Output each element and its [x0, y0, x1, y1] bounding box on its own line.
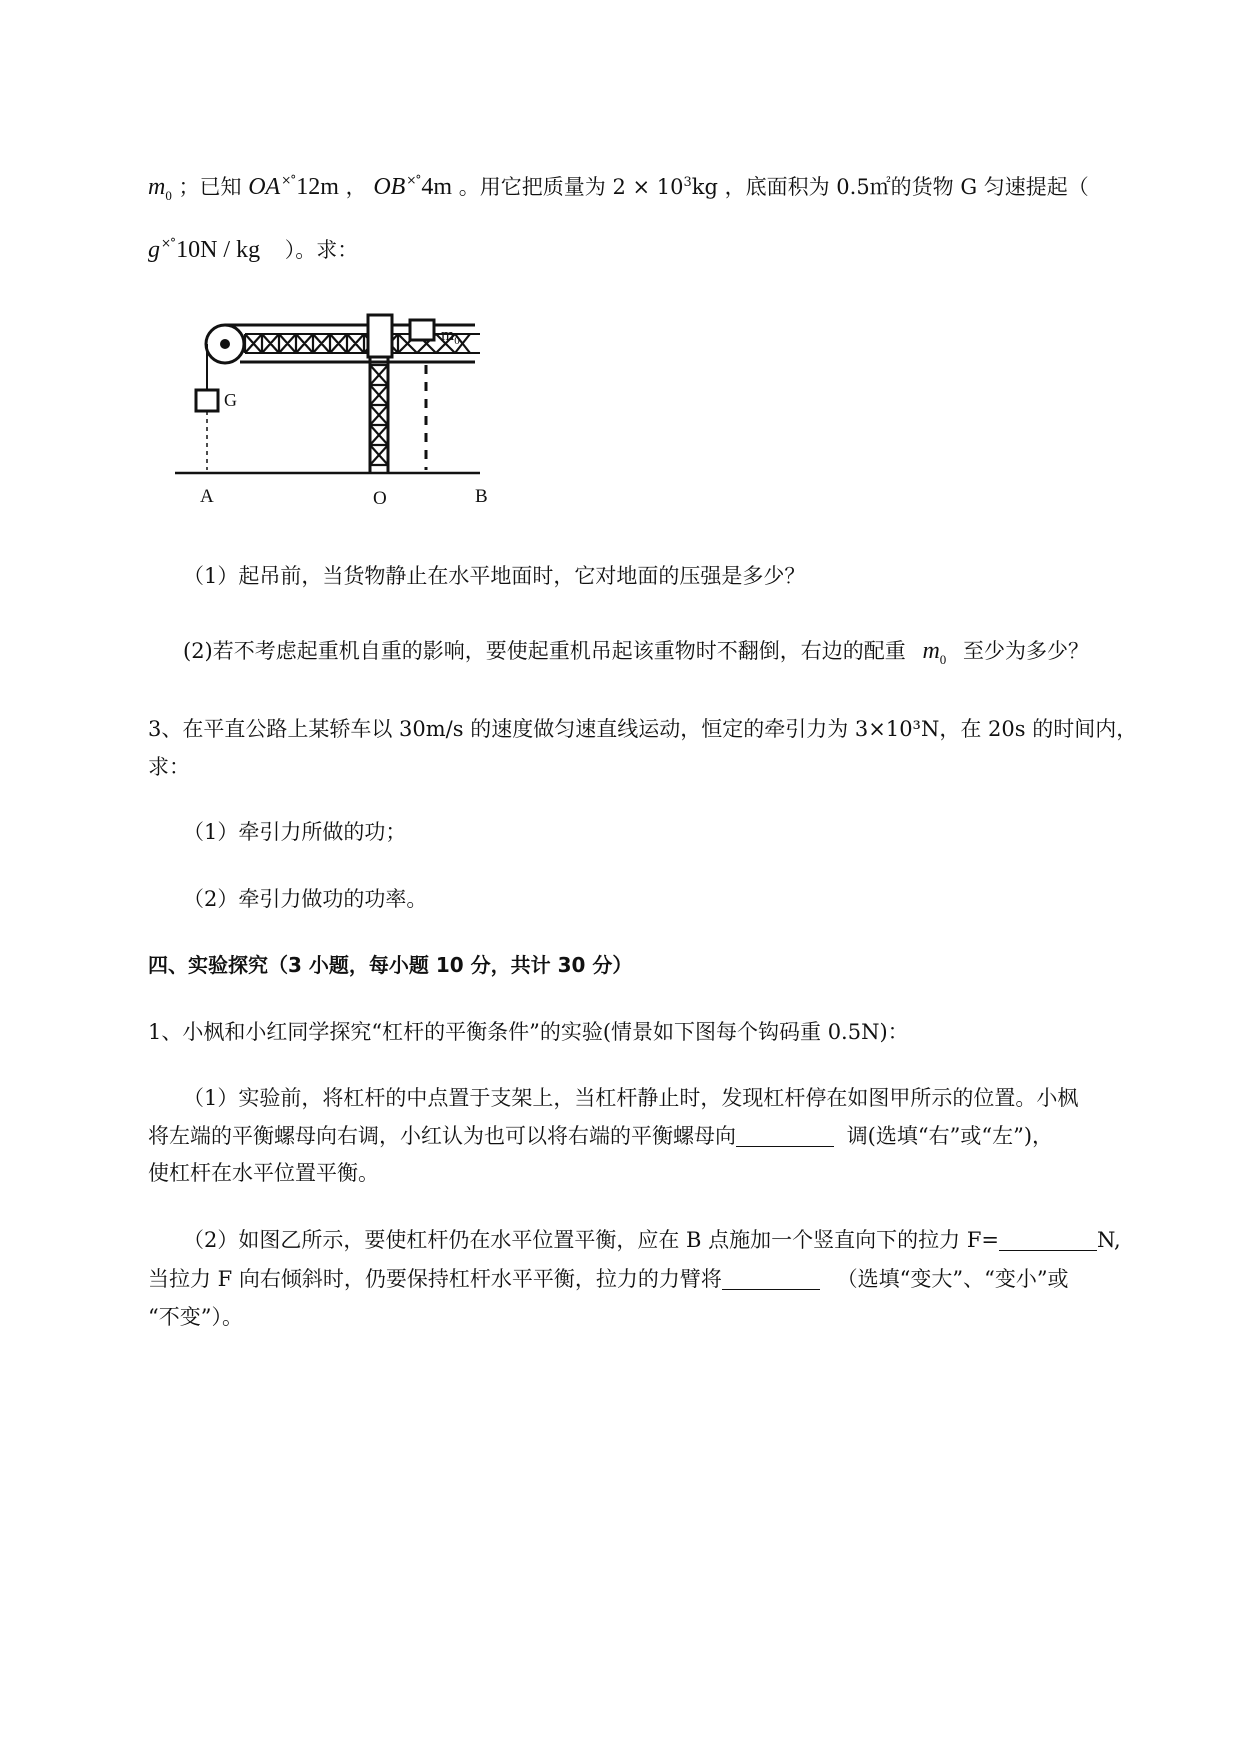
- s4-q1-part1-line2: [148, 1121, 1053, 1151]
- label-A: A: [200, 486, 214, 507]
- text: 当拉力 F 向右倾斜时，仍要保持杠杆水平平衡，拉力的力臂将: [148, 1267, 722, 1291]
- answer-blank[interactable]: [722, 1267, 820, 1290]
- text: N,: [1096, 1228, 1121, 1252]
- text: 至少为多少？: [962, 639, 1089, 663]
- s4-q1-part2-line2: [148, 1264, 1069, 1294]
- q3-stem-line-2: 求：: [148, 755, 190, 779]
- s4-q1-part1-line1: （1）实验前，将杠杆的中点置于支架上，当杠杆静止时，发现杠杆停在如图甲所示的位置。小枫: [183, 1086, 1079, 1110]
- q3-part-1: （1）牵引力所做的功；: [183, 820, 407, 844]
- intro-line-1: [148, 165, 1089, 211]
- text: 将左端的平衡螺母向右调，小红认为也可以将右端的平衡螺母向: [148, 1124, 736, 1148]
- g-symbol: g: [148, 237, 160, 263]
- text: ；已知: [178, 175, 242, 199]
- section-heading: 四、实验探究（3 小题，每小题 10 分，共计 30 分）: [148, 953, 633, 977]
- q3-stem-line-1: 3、在平直公路上某轿车以 30m/s 的速度做匀速直线运动，恒定的牵引力为 3×10³N，在 20s 的时间内，: [148, 717, 1138, 741]
- text: 。用它把质量为: [458, 175, 606, 199]
- cargo-G: [196, 390, 218, 411]
- garbled-equals-symbol: ×°: [281, 173, 296, 187]
- label-B: B: [475, 486, 488, 507]
- tower-lattice: [370, 365, 388, 465]
- intro-line-2: [148, 228, 358, 265]
- oa-value: 12m: [296, 174, 339, 200]
- text: （2）如图乙所示，要使杠杆仍在水平位置平衡，应在 B 点施加一个竖直向下的拉力 F=: [183, 1228, 999, 1252]
- g-value: 10N / kg: [176, 237, 261, 263]
- answer-blank[interactable]: [736, 1124, 834, 1147]
- text: 调(选填“右”或“左”)，: [846, 1124, 1054, 1148]
- crane-diagram: [170, 310, 530, 510]
- garbled-equals-symbol: ×°: [406, 173, 421, 187]
- s4-q1-stem: 1、小枫和小红同学探究“杠杆的平衡条件”的实验(情景如下图每个钩码重 0.5N)：: [148, 1020, 909, 1044]
- text: （选填“变大”、“变小”或: [836, 1267, 1069, 1291]
- label-m0: $m_0$: [441, 325, 460, 347]
- m0-symbol: $m_0$: [148, 174, 172, 203]
- s4-q1-part2-line1: [183, 1225, 1121, 1255]
- mass-value: $2 \times 10^3kg$: [612, 175, 718, 199]
- q2-part-2: [183, 636, 1089, 675]
- text: ，底面积为 0.5㎡的货物 G 匀速提起（: [724, 175, 1089, 199]
- q2-part-1: （1）起吊前，当货物静止在水平地面时，它对地面的压强是多少？: [183, 564, 806, 588]
- counterweight-m0: [410, 320, 434, 340]
- garbled-equals-symbol: ×°: [161, 236, 176, 250]
- ob-symbol: OB: [373, 174, 406, 200]
- text: ）。求：: [284, 238, 359, 262]
- label-G: G: [224, 390, 237, 410]
- s4-q1-part1-line3: 使杠杆在水平位置平衡。: [148, 1161, 379, 1185]
- s4-q1-part2-line3: “不变”）。: [148, 1305, 243, 1329]
- q3-part-2: （2）牵引力做功的功率。: [183, 887, 428, 911]
- oa-symbol: OA: [248, 174, 281, 200]
- text: ，: [345, 175, 367, 199]
- label-O: O: [373, 488, 387, 509]
- ob-value: 4m: [421, 174, 453, 200]
- jib-lattice: [245, 334, 470, 353]
- answer-blank[interactable]: [999, 1228, 1097, 1251]
- m0-symbol: $m_0$: [922, 638, 947, 667]
- text: (2)若不考虑起重机自重的影响，要使起重机吊起该重物时不翻倒，右边的配重: [183, 639, 906, 663]
